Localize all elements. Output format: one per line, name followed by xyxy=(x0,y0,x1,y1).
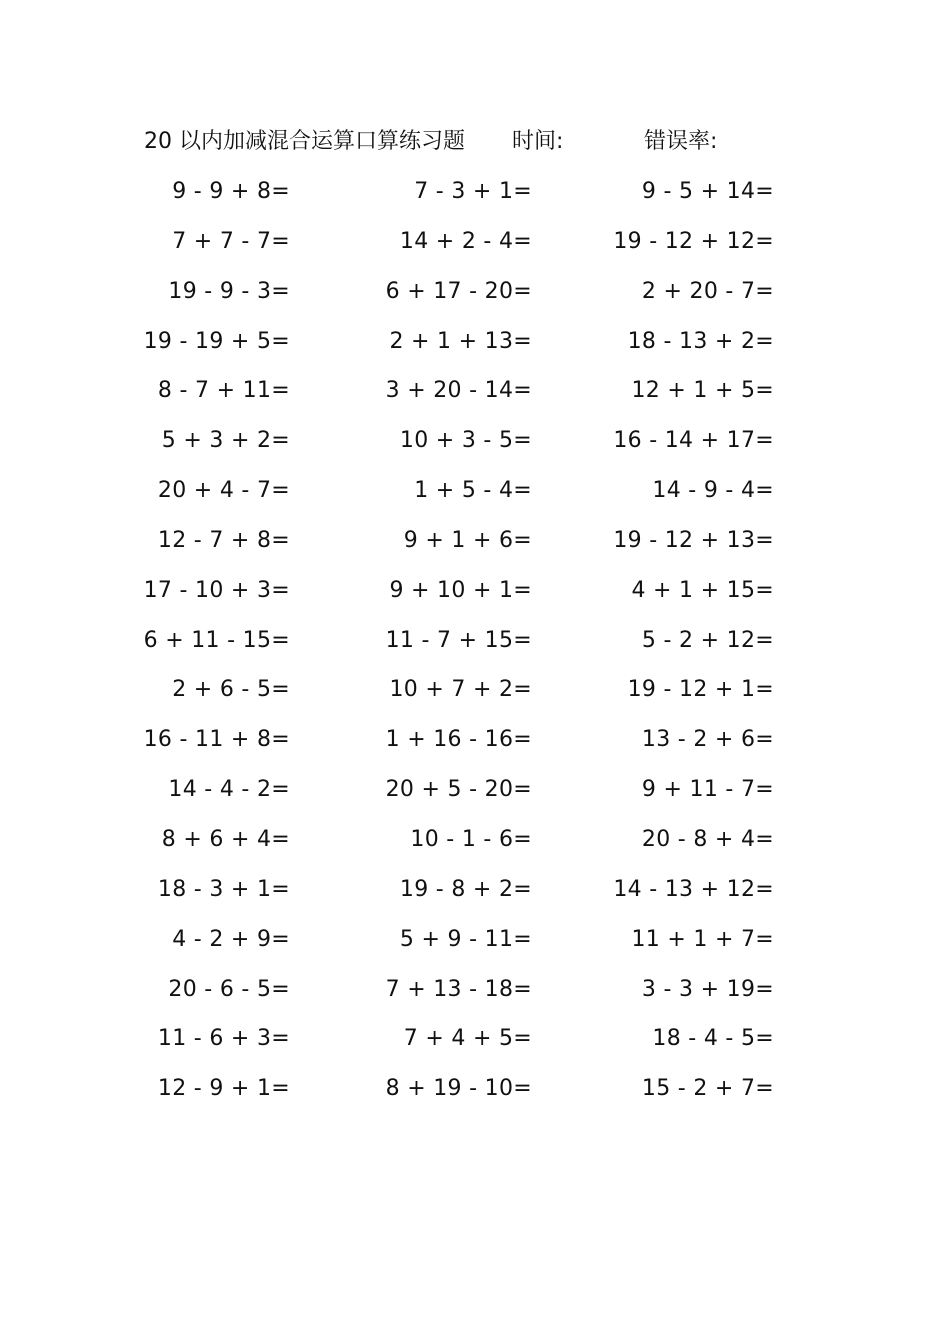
problem-item: 16 - 14 + 17= xyxy=(613,428,774,454)
problem-item: 7 + 13 - 18= xyxy=(385,976,532,1002)
problem-row xyxy=(0,222,950,272)
problem-item: 18 - 4 - 5= xyxy=(652,1026,774,1052)
problem-row xyxy=(0,421,950,471)
problem-row xyxy=(0,172,950,222)
problem-row xyxy=(0,272,950,322)
problem-row xyxy=(0,670,950,720)
problem-item: 14 - 13 + 12= xyxy=(613,876,774,902)
problem-item: 9 - 9 + 8= xyxy=(172,179,290,204)
problem-item: 12 + 1 + 5= xyxy=(631,378,774,404)
error-rate-label: 错误率: xyxy=(644,129,718,154)
problem-item: 4 + 1 + 15= xyxy=(631,577,774,603)
time-label: 时间: xyxy=(512,129,564,154)
problem-item: 20 - 8 + 4= xyxy=(641,826,774,852)
problem-row xyxy=(0,471,950,521)
problem-item: 18 - 3 + 1= xyxy=(157,876,290,902)
problem-item: 8 + 6 + 4= xyxy=(161,826,290,852)
problem-item: 18 - 13 + 2= xyxy=(627,328,774,354)
problem-item: 3 + 20 - 14= xyxy=(385,378,532,404)
problem-item: 5 - 2 + 12= xyxy=(641,627,774,653)
problem-row xyxy=(0,970,950,1020)
problem-item: 19 - 12 + 1= xyxy=(627,677,774,703)
problem-item: 9 + 11 - 7= xyxy=(641,777,774,803)
problem-row xyxy=(0,820,950,870)
problem-item: 14 - 4 - 2= xyxy=(168,777,290,803)
problem-row xyxy=(0,870,950,920)
problem-item: 19 - 19 + 5= xyxy=(143,328,290,354)
problem-row xyxy=(0,1019,950,1069)
problem-row xyxy=(0,571,950,621)
problem-item: 4 - 2 + 9= xyxy=(172,926,290,952)
problem-item: 19 - 12 + 13= xyxy=(613,527,774,553)
worksheet-header xyxy=(0,124,950,160)
problem-item: 14 + 2 - 4= xyxy=(399,228,532,254)
problem-row xyxy=(0,322,950,372)
problem-row xyxy=(0,920,950,970)
problem-item: 17 - 10 + 3= xyxy=(143,577,290,603)
problem-item: 10 - 1 - 6= xyxy=(410,826,532,852)
problem-row xyxy=(0,621,950,671)
problem-row xyxy=(0,770,950,820)
problem-item: 5 + 9 - 11= xyxy=(399,926,532,952)
problem-item: 9 + 10 + 1= xyxy=(389,577,532,603)
problem-item: 20 + 4 - 7= xyxy=(157,478,290,504)
problem-item: 9 + 1 + 6= xyxy=(403,527,532,553)
problem-item: 7 - 3 + 1= xyxy=(414,179,532,204)
problem-item: 19 - 9 - 3= xyxy=(168,278,290,304)
problem-grid xyxy=(0,172,950,1119)
problem-item: 6 + 17 - 20= xyxy=(385,278,532,304)
problem-item: 5 + 3 + 2= xyxy=(161,428,290,454)
problem-item: 6 + 11 - 15= xyxy=(143,627,290,653)
problem-row xyxy=(0,371,950,421)
problem-item: 2 + 1 + 13= xyxy=(389,328,532,354)
problem-row xyxy=(0,1069,950,1119)
problem-item: 7 + 7 - 7= xyxy=(172,228,290,254)
problem-item: 8 - 7 + 11= xyxy=(157,378,290,404)
problem-item: 3 - 3 + 19= xyxy=(641,976,774,1002)
problem-item: 8 + 19 - 10= xyxy=(385,1076,532,1102)
problem-item: 10 + 3 - 5= xyxy=(399,428,532,454)
problem-item: 11 - 7 + 15= xyxy=(385,627,532,653)
worksheet-title: 20 以内加减混合运算口算练习题 xyxy=(144,129,465,154)
problem-item: 16 - 11 + 8= xyxy=(143,727,290,753)
problem-item: 20 + 5 - 20= xyxy=(385,777,532,803)
problem-item: 19 - 12 + 12= xyxy=(613,228,774,254)
problem-item: 12 - 9 + 1= xyxy=(157,1076,290,1102)
problem-item: 7 + 4 + 5= xyxy=(403,1026,532,1052)
problem-item: 9 - 5 + 14= xyxy=(641,179,774,204)
problem-item: 2 + 20 - 7= xyxy=(641,278,774,304)
problem-row xyxy=(0,720,950,770)
problem-item: 2 + 6 - 5= xyxy=(172,677,290,703)
problem-item: 13 - 2 + 6= xyxy=(641,727,774,753)
problem-item: 11 - 6 + 3= xyxy=(157,1026,290,1052)
problem-item: 14 - 9 - 4= xyxy=(652,478,774,504)
problem-item: 19 - 8 + 2= xyxy=(399,876,532,902)
problem-item: 15 - 2 + 7= xyxy=(641,1076,774,1102)
problem-item: 1 + 16 - 16= xyxy=(385,727,532,753)
problem-item: 20 - 6 - 5= xyxy=(168,976,290,1002)
problem-item: 11 + 1 + 7= xyxy=(631,926,774,952)
problem-item: 10 + 7 + 2= xyxy=(389,677,532,703)
problem-item: 12 - 7 + 8= xyxy=(157,527,290,553)
problem-row xyxy=(0,521,950,571)
problem-item: 1 + 5 - 4= xyxy=(414,478,532,504)
